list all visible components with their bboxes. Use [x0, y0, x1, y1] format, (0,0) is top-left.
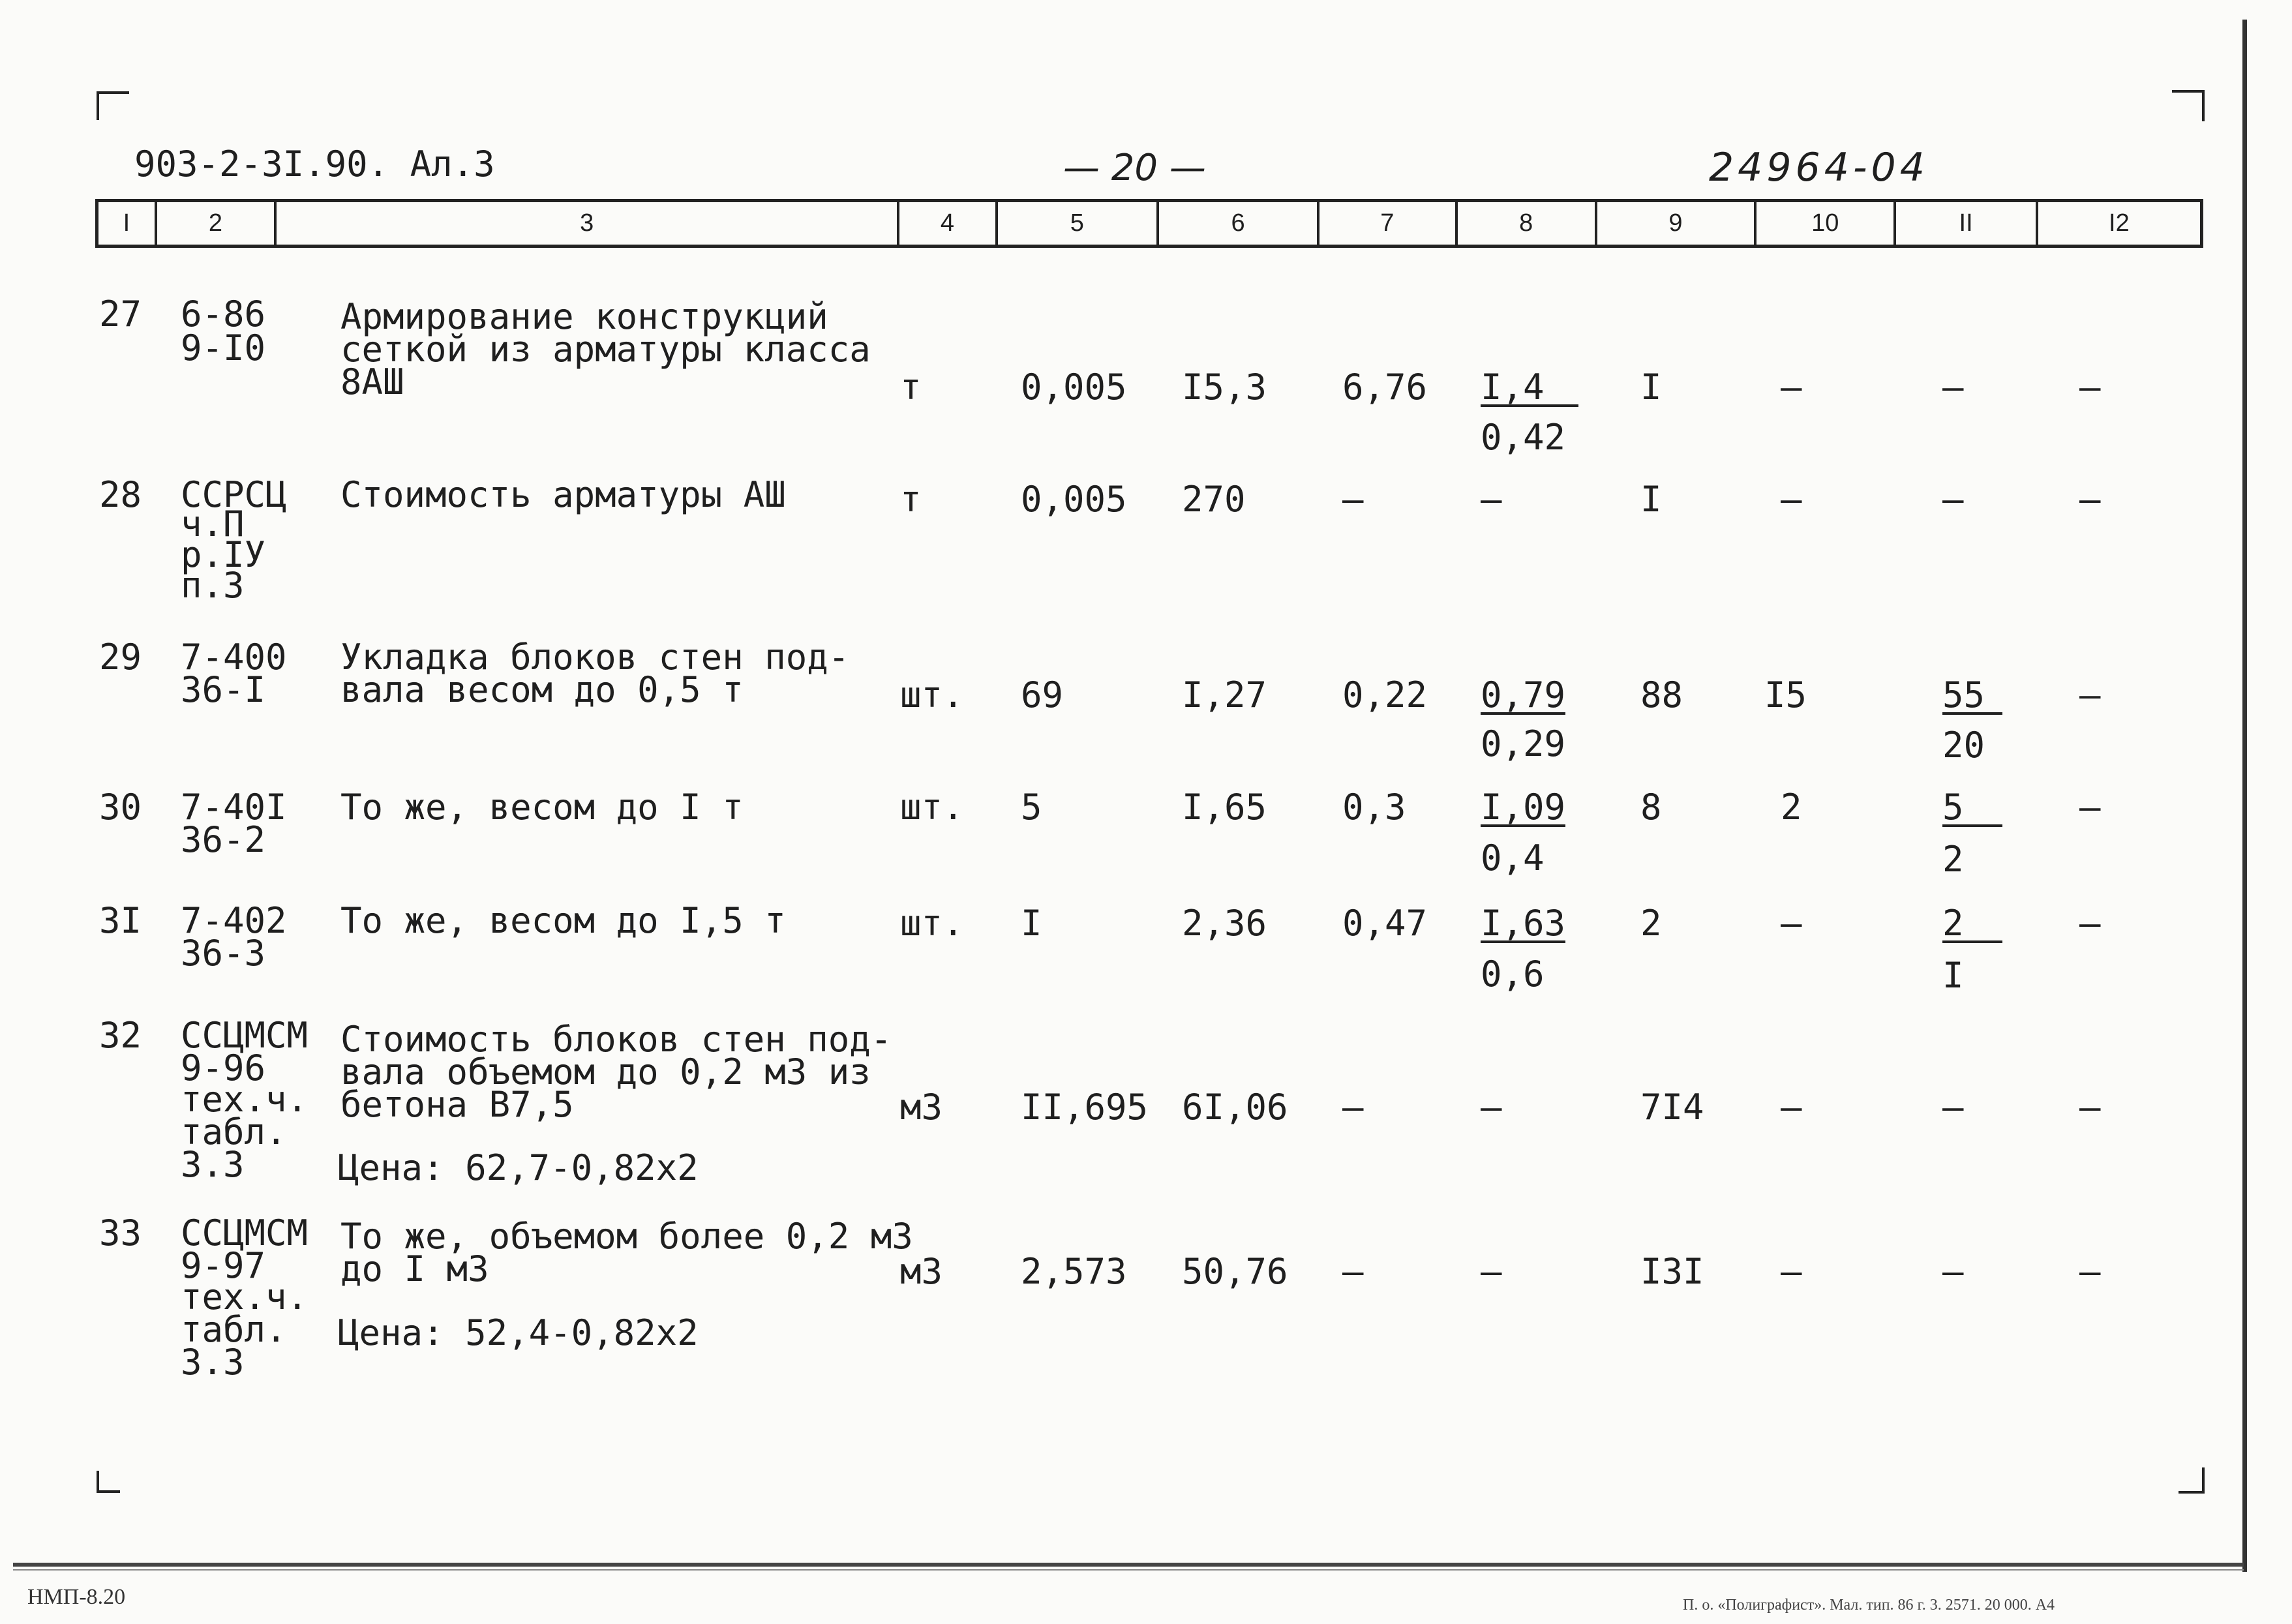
- description-line: 8АШ: [340, 361, 404, 402]
- norm-code-line: р.IУ: [181, 534, 266, 575]
- col-8-bottom: 0,29: [1481, 723, 1566, 764]
- quantity: 0,005: [1021, 367, 1127, 408]
- norm-code-line: 7-40I: [181, 787, 287, 828]
- row-number: 32: [99, 1015, 142, 1056]
- column-header-row: [95, 199, 2203, 248]
- unit: шт.: [900, 787, 964, 828]
- norm-code-line: 7-400: [181, 637, 287, 678]
- norm-code-line: 9-96: [181, 1047, 266, 1089]
- col-6-value: 2,36: [1182, 903, 1267, 944]
- row-number: 29: [99, 637, 142, 678]
- col-8-top: –: [1481, 1251, 1502, 1292]
- column-header: 4: [899, 202, 998, 245]
- unit: т: [900, 367, 922, 408]
- col-8-top: I,63: [1481, 903, 1566, 944]
- description-line: Стоимость арматуры АШ: [340, 474, 786, 515]
- norm-code-line: ССЦМСМ: [181, 1015, 309, 1056]
- description-line: Укладка блоков стен под-: [340, 637, 850, 678]
- row-number: 33: [99, 1212, 142, 1254]
- description-line: То же, весом до I,5 т: [340, 900, 786, 941]
- page-right-edge: [2242, 20, 2247, 1572]
- col-8-top: –: [1481, 479, 1502, 520]
- col-11-value: –: [1942, 1251, 1964, 1292]
- col-11-bottom: 2: [1942, 839, 1964, 880]
- description-line: вала весом до 0,5 т: [340, 669, 744, 710]
- unit: т: [900, 479, 922, 520]
- row-number: 27: [99, 293, 142, 335]
- corner-mark-bottom-left: [97, 1471, 120, 1493]
- norm-code-line: 3.3: [181, 1144, 245, 1185]
- norm-code-line: 36-I: [181, 669, 266, 710]
- quantity: II,695: [1021, 1087, 1149, 1128]
- col-11-top: 55: [1942, 678, 2002, 715]
- norm-code-line: 7-402: [181, 900, 287, 941]
- col-7-value: 0,22: [1342, 674, 1428, 715]
- norm-code-line: ССРСЦ: [181, 474, 287, 515]
- row-number: 30: [99, 787, 142, 828]
- col-7-value: –: [1342, 479, 1364, 520]
- col-9-value: I: [1640, 479, 1662, 520]
- corner-mark-top-right: [2172, 90, 2205, 121]
- norm-code-line: 6-86: [181, 293, 266, 335]
- col-8-bottom: 0,6: [1481, 954, 1545, 995]
- column-header: 8: [1458, 202, 1597, 245]
- page-bottom-edge: [13, 1563, 2244, 1567]
- col-11-value: –: [1942, 1087, 1964, 1128]
- description-line: Стоимость блоков стен под-: [340, 1019, 892, 1060]
- quantity: I: [1021, 903, 1042, 944]
- norm-code-line: табл.: [181, 1309, 287, 1350]
- norm-code-line: 3.3: [181, 1342, 245, 1383]
- col-11-value: –: [1942, 367, 1964, 408]
- norm-code-line: 9-I0: [181, 327, 266, 368]
- col-10-value: 2: [1781, 787, 1802, 828]
- col-8-top: I,09: [1481, 787, 1566, 828]
- col-7-value: –: [1342, 1251, 1364, 1292]
- unit: м3: [900, 1087, 943, 1128]
- norm-code-line: тех.ч.: [181, 1079, 309, 1120]
- quantity: 69: [1021, 674, 1064, 715]
- norm-code-line: 9-97: [181, 1245, 266, 1286]
- printer-note: П. о. «Полиграфист». Мал. тип. 86 г. 3. 2571. 20 000. А4: [1683, 1597, 2055, 1614]
- description-line: То же, объемом более 0,2 м3: [340, 1216, 913, 1257]
- col-11-bottom: I: [1942, 955, 1964, 996]
- page-bottom-edge-thin: [13, 1569, 2244, 1571]
- column-header: 2: [157, 202, 277, 245]
- col-9-value: 88: [1640, 674, 1683, 715]
- col-6-value: 50,76: [1182, 1251, 1288, 1292]
- norm-code-line: тех.ч.: [181, 1276, 309, 1317]
- description-line: сеткой из арматуры класса: [340, 329, 871, 370]
- col-8-top: 0,79: [1481, 674, 1566, 715]
- col-9-value: I3I: [1640, 1251, 1704, 1292]
- col-12-value: –: [2079, 903, 2101, 944]
- col-10-value: –: [1781, 1251, 1802, 1292]
- col-7-value: 6,76: [1342, 367, 1428, 408]
- col-8-bottom: 0,4: [1481, 837, 1545, 879]
- unit: шт.: [900, 674, 964, 715]
- column-header: 3: [277, 202, 899, 245]
- corner-mark-top-left: [97, 91, 129, 120]
- corner-mark-bottom-right: [2179, 1467, 2205, 1494]
- price-note: Цена: 52,4-0,82х2: [338, 1312, 699, 1353]
- column-header: II: [1896, 202, 2038, 245]
- form-code: НМП-8.20: [27, 1585, 126, 1609]
- quantity: 0,005: [1021, 479, 1127, 520]
- col-12-value: –: [2079, 674, 2101, 715]
- column-header: 7: [1319, 202, 1457, 245]
- norm-code-line: ССЦМСМ: [181, 1212, 309, 1254]
- col-9-value: 8: [1640, 787, 1662, 828]
- col-12-value: –: [2079, 787, 2101, 828]
- col-8-top: I,4: [1481, 370, 1578, 407]
- col-6-value: 270: [1182, 479, 1246, 520]
- unit: шт.: [900, 903, 964, 944]
- col-11-value: –: [1942, 479, 1964, 520]
- description-line: бетона В7,5: [340, 1084, 574, 1125]
- norm-code-line: 36-3: [181, 933, 266, 974]
- col-7-value: 0,3: [1342, 787, 1406, 828]
- column-header: 6: [1159, 202, 1319, 245]
- norm-code-line: п.3: [181, 565, 245, 606]
- description-line: вала объемом до 0,2 м3 из: [340, 1051, 871, 1092]
- page-number: — 20 —: [1063, 147, 1206, 189]
- col-11-top: 2: [1942, 907, 2002, 943]
- col-10-value: –: [1781, 479, 1802, 520]
- col-9-value: 7I4: [1640, 1087, 1704, 1128]
- quantity: 2,573: [1021, 1251, 1127, 1292]
- col-8-top: –: [1481, 1087, 1502, 1128]
- norm-code-line: ч.П: [181, 504, 245, 545]
- col-12-value: –: [2079, 1087, 2101, 1128]
- document-code: 903-2-3I.90. Ал.3: [134, 143, 495, 185]
- description-line: Армирование конструкций: [340, 296, 828, 337]
- col-6-value: I,27: [1182, 674, 1267, 715]
- unit: м3: [900, 1251, 943, 1292]
- col-8-bottom: 0,42: [1481, 417, 1566, 458]
- column-header: I2: [2109, 209, 2130, 237]
- col-9-value: 2: [1640, 903, 1662, 944]
- description-line: То же, весом до I т: [340, 787, 744, 828]
- col-10-value: –: [1781, 1087, 1802, 1128]
- column-header: 5: [998, 202, 1159, 245]
- quantity: 5: [1021, 787, 1042, 828]
- col-12-value: –: [2079, 479, 2101, 520]
- col-6-value: 6I,06: [1182, 1087, 1288, 1128]
- row-number: 3I: [99, 900, 142, 941]
- col-7-value: –: [1342, 1087, 1364, 1128]
- archive-number: 24964-04: [1709, 145, 1929, 190]
- col-12-value: –: [2079, 367, 2101, 408]
- column-header: I: [98, 202, 157, 245]
- row-number: 28: [99, 474, 142, 515]
- norm-code-line: 36-2: [181, 819, 266, 860]
- norm-code-line: табл.: [181, 1111, 287, 1152]
- col-6-value: I5,3: [1182, 367, 1267, 408]
- column-header: 10: [1757, 202, 1896, 245]
- col-6-value: I,65: [1182, 787, 1267, 828]
- col-11-bottom: 20: [1942, 725, 1985, 766]
- col-10-value: I5: [1764, 674, 1807, 715]
- description-line: до I м3: [340, 1248, 489, 1289]
- price-note: Цена: 62,7-0,82х2: [338, 1147, 699, 1188]
- col-12-value: –: [2079, 1251, 2101, 1292]
- column-header: 9: [1597, 202, 1757, 245]
- col-9-value: I: [1640, 367, 1662, 408]
- col-11-top: 5: [1942, 790, 2002, 827]
- col-7-value: 0,47: [1342, 903, 1428, 944]
- col-10-value: –: [1781, 903, 1802, 944]
- col-10-value: –: [1781, 367, 1802, 408]
